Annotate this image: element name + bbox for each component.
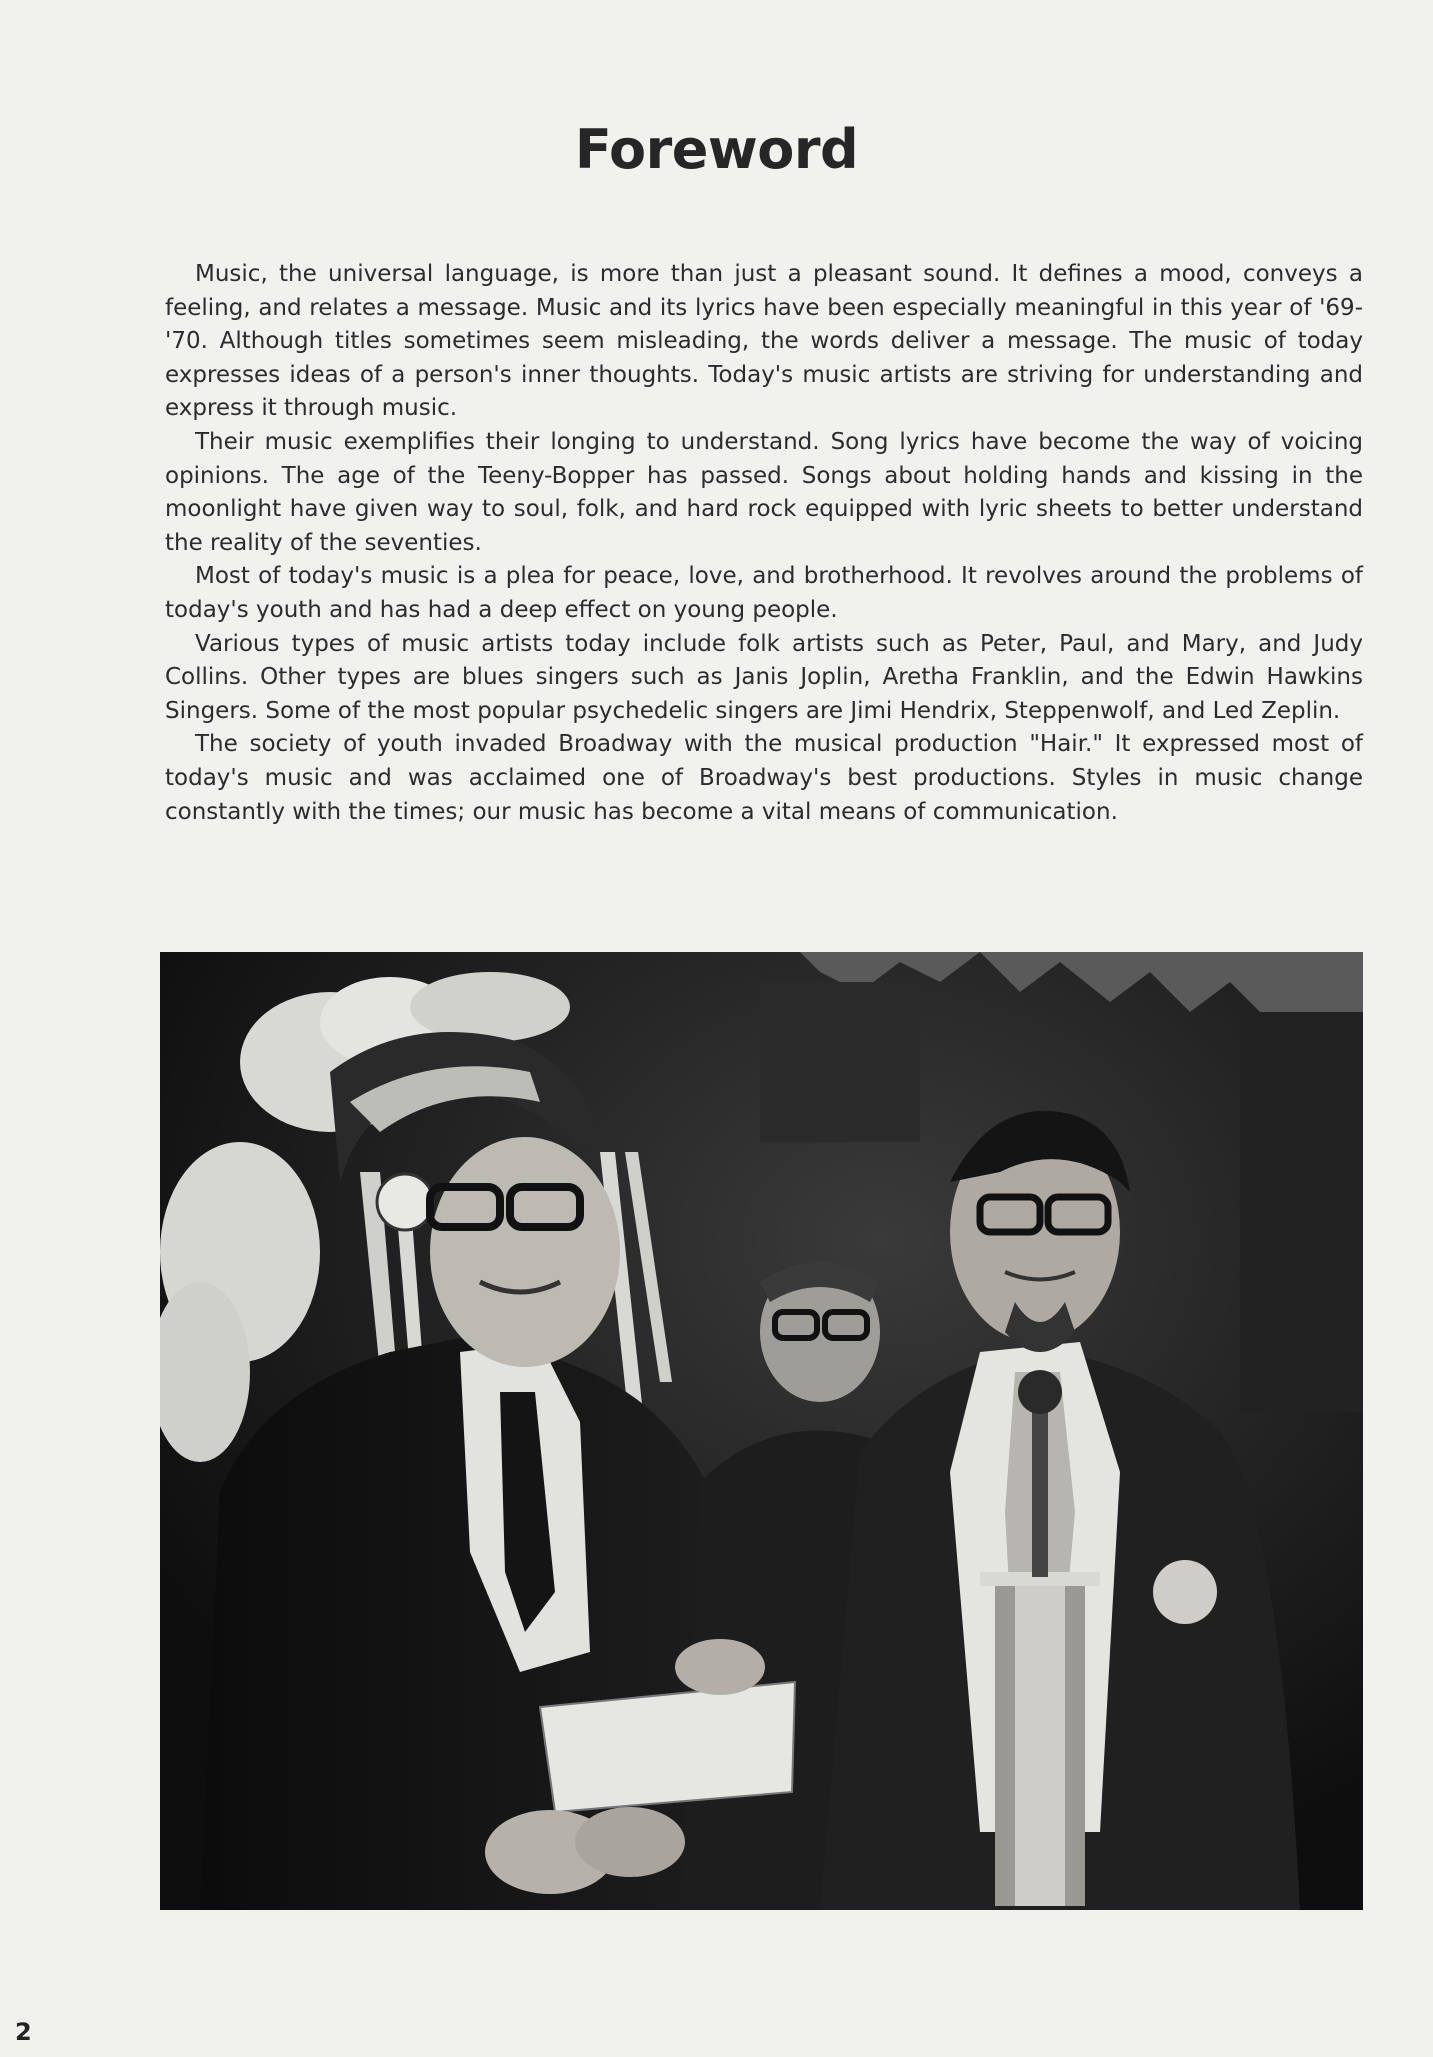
award-photo	[160, 952, 1363, 1910]
foreword-paragraph: Various types of music artists today include folk artists such as Peter, Paul, and Mary, and Judy Collins. Other types are blues singers such as Janis Joplin, Aretha Franklin, and the Edwin Hawkins Singers. Some of the most popular psychedelic singers are Jimi Hendrix, Steppenwolf, and Led Zeplin.	[165, 630, 1363, 724]
page-title: Foreword	[574, 118, 859, 181]
foreword-paragraph: Music, the universal language, is more than just a pleasant sound. It defines a mood, conveys a feeling, and relates a message. Music and its lyrics have been especially meaningful in this year of '69-'70. Although titles sometimes seem misleading, the words deliver a message. The music of today expresses ideas of a person's inner thoughts. Today's music artists are striving for understanding and express it through music.	[165, 261, 1363, 422]
foreword-text	[165, 258, 1363, 829]
foreword-paragraph: The society of youth invaded Broadway with the musical production "Hair." It expressed most of today's music and was acclaimed one of Broadway's best productions. Styles in music change constantly with the times; our music has become a vital means of communication.	[165, 731, 1363, 825]
page-number: 2	[15, 2018, 32, 2046]
foreword-paragraph: Their music exemplifies their longing to understand. Song lyrics have become the way of voicing opinions. The age of the Teeny-Bopper has passed. Songs about holding hands and kissing in the moonlight have given way to soul, folk, and hard rock equipped with lyric sheets to better understand the reality of the seventies.	[165, 428, 1363, 556]
foreword-paragraph: Most of today's music is a plea for peace, love, and brotherhood. It revolves around the problems of today's youth and has had a deep effect on young people.	[165, 563, 1363, 623]
